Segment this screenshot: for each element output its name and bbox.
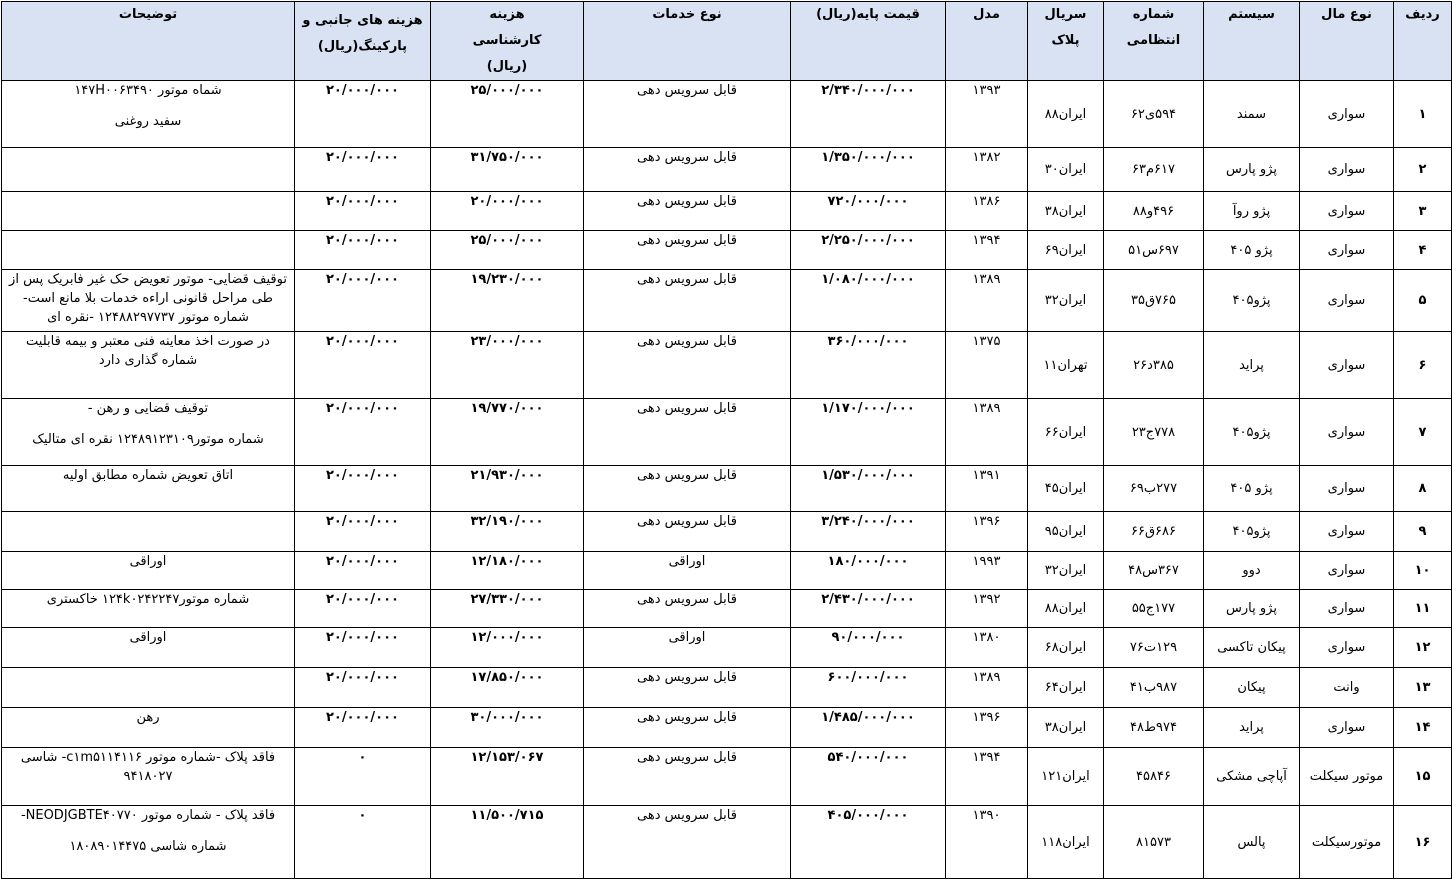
base-price-cell: ۴۰۵/۰۰۰/۰۰۰ (791, 806, 946, 879)
type-cell: سواری (1300, 270, 1394, 332)
table-row (2, 148, 1452, 192)
serial-number-cell: ۶۸۶ق۶۶ (1104, 512, 1204, 552)
serial-number-cell: ۸۱۵۷۳ (1104, 806, 1204, 879)
header-type: نوع مال (1300, 2, 1394, 81)
parking-fee-cell: ۲۰/۰۰۰/۰۰۰ (295, 192, 431, 231)
notes-line-2: شماره موتور۱۲۴۸۹۱۲۳۱۰۹ نقره ای متالیک (32, 432, 264, 447)
system-cell: پیکان (1204, 668, 1300, 708)
notes-line-2: سفید روغنی (114, 114, 182, 129)
plate-serial-cell: ایران۶۹ (1028, 231, 1104, 270)
notes-line: در صورت اخذ معاینه فنی معتبر و بیمه قابلیت شماره گذاری دارد (26, 334, 270, 368)
row-number: ۸ (1394, 466, 1452, 512)
notes-cell (2, 148, 295, 192)
model-cell: ۱۳۸۶ (946, 192, 1028, 231)
row-number: ۵ (1394, 270, 1452, 332)
table-row (2, 668, 1452, 708)
table-row (2, 748, 1452, 806)
model-cell: ۱۳۸۹ (946, 270, 1028, 332)
plate-serial-cell: ایران۶۸ (1028, 628, 1104, 668)
system-cell: پژو پارس (1204, 590, 1300, 628)
notes-cell (2, 512, 295, 552)
serial-number-cell: ۹۸۷ب۴۱ (1104, 668, 1204, 708)
service-cell: قابل سرویس دهی (584, 399, 791, 466)
table-row (2, 590, 1452, 628)
base-price-cell: ۲/۲۵۰/۰۰۰/۰۰۰ (791, 231, 946, 270)
service-cell: اوراقی (584, 628, 791, 668)
model-cell: ۱۳۹۳ (946, 81, 1028, 148)
model-cell: ۱۳۹۴ (946, 231, 1028, 270)
notes-cell (2, 708, 295, 748)
service-cell: قابل سرویس دهی (584, 148, 791, 192)
table-row (2, 806, 1452, 879)
expert-fee-cell: ۱۹/۲۳۰/۰۰۰ (431, 270, 584, 332)
parking-fee-cell: ۰ (295, 748, 431, 806)
model-cell: ۱۳۹۶ (946, 512, 1028, 552)
service-cell: قابل سرویس دهی (584, 81, 791, 148)
type-cell: سواری (1300, 590, 1394, 628)
system-cell: پژو روآ (1204, 192, 1300, 231)
notes-cell (2, 270, 295, 332)
parking-fee-cell: ۲۰/۰۰۰/۰۰۰ (295, 466, 431, 512)
parking-fee-cell: ۲۰/۰۰۰/۰۰۰ (295, 668, 431, 708)
plate-serial-cell: ایران۱۱۸ (1028, 806, 1104, 879)
type-cell: سواری (1300, 231, 1394, 270)
notes-line: توقیف قضایی- موتور تعویض حک غیر فابریک پس از طی مراحل قانونی اراءه خدمات بلا مانع است-شماره موتور ۱۲۴۸۸۲۹۷۷۳۷ -نقره ای (9, 272, 287, 325)
service-cell: اوراقی (584, 552, 791, 590)
service-cell: قابل سرویس دهی (584, 231, 791, 270)
type-cell: سواری (1300, 628, 1394, 668)
type-cell: سواری (1300, 148, 1394, 192)
system-cell: پژو پارس (1204, 148, 1300, 192)
row-number: ۱۲ (1394, 628, 1452, 668)
parking-fee-cell: ۲۰/۰۰۰/۰۰۰ (295, 81, 431, 148)
table-row (2, 332, 1452, 399)
notes-cell (2, 231, 295, 270)
serial-number-cell: ۳۶۷س۴۸ (1104, 552, 1204, 590)
header-row-number: ردیف (1394, 2, 1452, 81)
expert-fee-cell: ۱۱/۵۰۰/۷۱۵ (431, 806, 584, 879)
service-cell: قابل سرویس دهی (584, 668, 791, 708)
model-cell: ۱۳۸۹ (946, 668, 1028, 708)
notes-line: اتاق تعویض شماره مطابق اولیه (62, 468, 234, 483)
type-cell: سواری (1300, 466, 1394, 512)
system-cell: پراید (1204, 708, 1300, 748)
system-cell: سمند (1204, 81, 1300, 148)
row-number: ۶ (1394, 332, 1452, 399)
serial-number-cell: ۳۸۵د۲۶ (1104, 332, 1204, 399)
expert-fee-cell: ۱۲/۱۵۳/۰۶۷ (431, 748, 584, 806)
model-cell: ۱۳۹۲ (946, 590, 1028, 628)
notes-cell (2, 81, 295, 148)
header-system: سیستم (1204, 2, 1300, 81)
notes-line: رهن (136, 710, 160, 725)
expert-fee-cell: ۲۱/۹۳۰/۰۰۰ (431, 466, 584, 512)
system-cell: آپاچی مشکی (1204, 748, 1300, 806)
row-number: ۱ (1394, 81, 1452, 148)
serial-number-cell: ۲۷۷ب۶۹ (1104, 466, 1204, 512)
system-cell: پژو۴۰۵ (1204, 270, 1300, 332)
base-price-cell: ۱/۴۸۵/۰۰۰/۰۰۰ (791, 708, 946, 748)
service-cell: قابل سرویس دهی (584, 332, 791, 399)
service-cell: قابل سرویس دهی (584, 590, 791, 628)
notes-cell (2, 332, 295, 399)
parking-fee-cell: ۲۰/۰۰۰/۰۰۰ (295, 332, 431, 399)
header-plate-serial: سریال پلاک (1028, 2, 1104, 81)
parking-fee-cell: ۲۰/۰۰۰/۰۰۰ (295, 231, 431, 270)
type-cell: سواری (1300, 708, 1394, 748)
model-cell: ۱۳۹۶ (946, 708, 1028, 748)
table-row (2, 466, 1452, 512)
service-cell: قابل سرویس دهی (584, 708, 791, 748)
system-cell: پیکان تاکسی (1204, 628, 1300, 668)
model-cell: ۱۳۹۱ (946, 466, 1028, 512)
system-cell: دوو (1204, 552, 1300, 590)
model-cell: ۱۳۸۹ (946, 399, 1028, 466)
plate-serial-cell: ایران۹۵ (1028, 512, 1104, 552)
base-price-cell: ۳۶۰/۰۰۰/۰۰۰ (791, 332, 946, 399)
expert-fee-cell: ۳۰/۰۰۰/۰۰۰ (431, 708, 584, 748)
type-cell: سواری (1300, 332, 1394, 399)
system-cell: پژو۴۰۵ (1204, 512, 1300, 552)
header-expert-fee: هزینه کارشناسی (ریال) (431, 2, 584, 81)
notes-cell (2, 192, 295, 231)
row-number: ۱۰ (1394, 552, 1452, 590)
system-cell: پژو ۴۰۵ (1204, 231, 1300, 270)
expert-fee-cell: ۲۷/۳۳۰/۰۰۰ (431, 590, 584, 628)
plate-serial-cell: ایران۳۲ (1028, 552, 1104, 590)
model-cell: ۱۳۸۰ (946, 628, 1028, 668)
model-cell: ۱۳۹۰ (946, 806, 1028, 879)
expert-fee-cell: ۲۵/۰۰۰/۰۰۰ (431, 81, 584, 148)
service-cell: قابل سرویس دهی (584, 512, 791, 552)
table-row (2, 81, 1452, 148)
notes-line: شماه موتور ۱۴۷H۰۰۶۳۴۹۰ (74, 83, 222, 98)
header-model: مدل (946, 2, 1028, 81)
serial-number-cell: ۷۶۵ق۳۵ (1104, 270, 1204, 332)
notes-cell (2, 748, 295, 806)
type-cell: موتور سیکلت (1300, 748, 1394, 806)
base-price-cell: ۵۴۰/۰۰۰/۰۰۰ (791, 748, 946, 806)
parking-fee-cell: ۲۰/۰۰۰/۰۰۰ (295, 148, 431, 192)
parking-fee-cell: ۲۰/۰۰۰/۰۰۰ (295, 708, 431, 748)
service-cell: قابل سرویس دهی (584, 748, 791, 806)
expert-fee-cell: ۳۲/۱۹۰/۰۰۰ (431, 512, 584, 552)
plate-serial-cell: ایران۳۸ (1028, 192, 1104, 231)
base-price-cell: ۱/۵۳۰/۰۰۰/۰۰۰ (791, 466, 946, 512)
plate-serial-cell: ایران۸۸ (1028, 81, 1104, 148)
plate-serial-cell: ایران۱۲۱ (1028, 748, 1104, 806)
header-parking-fee: هزینه های جانبی و پارکینگ(ریال) (295, 2, 431, 81)
serial-number-cell: ۶۱۷م۶۳ (1104, 148, 1204, 192)
row-number: ۱۴ (1394, 708, 1452, 748)
base-price-cell: ۹۰/۰۰۰/۰۰۰ (791, 628, 946, 668)
base-price-cell: ۷۲۰/۰۰۰/۰۰۰ (791, 192, 946, 231)
model-cell: ۱۳۷۵ (946, 332, 1028, 399)
notes-line: اوراقی (129, 554, 167, 569)
row-number: ۹ (1394, 512, 1452, 552)
table-row (2, 231, 1452, 270)
expert-fee-cell: ۱۹/۷۷۰/۰۰۰ (431, 399, 584, 466)
row-number: ۱۶ (1394, 806, 1452, 879)
expert-fee-cell: ۲۳/۰۰۰/۰۰۰ (431, 332, 584, 399)
row-number: ۳ (1394, 192, 1452, 231)
notes-cell (2, 466, 295, 512)
service-cell: قابل سرویس دهی (584, 466, 791, 512)
row-number: ۲ (1394, 148, 1452, 192)
base-price-cell: ۶۰۰/۰۰۰/۰۰۰ (791, 668, 946, 708)
parking-fee-cell: ۲۰/۰۰۰/۰۰۰ (295, 628, 431, 668)
parking-fee-cell: ۰ (295, 806, 431, 879)
table-row (2, 512, 1452, 552)
base-price-cell: ۱/۰۸۰/۰۰۰/۰۰۰ (791, 270, 946, 332)
header-notes: توضیحات (2, 2, 295, 81)
system-cell: پراید (1204, 332, 1300, 399)
notes-line: فاقد پلاک -شماره موتور c۱m۵۱۱۴۱۱۶- شاسی ۹۴۱۸۰۲۷ (20, 750, 276, 784)
type-cell: سواری (1300, 81, 1394, 148)
table-row (2, 708, 1452, 748)
expert-fee-cell: ۱۲/۰۰۰/۰۰۰ (431, 628, 584, 668)
type-cell: سواری (1300, 192, 1394, 231)
plate-serial-cell: ایران۶۴ (1028, 668, 1104, 708)
parking-fee-cell: ۲۰/۰۰۰/۰۰۰ (295, 270, 431, 332)
row-number: ۴ (1394, 231, 1452, 270)
system-cell: پژو ۴۰۵ (1204, 466, 1300, 512)
base-price-cell: ۱/۳۵۰/۰۰۰/۰۰۰ (791, 148, 946, 192)
base-price-cell: ۲/۴۳۰/۰۰۰/۰۰۰ (791, 590, 946, 628)
row-number: ۱۳ (1394, 668, 1452, 708)
base-price-cell: ۲/۳۴۰/۰۰۰/۰۰۰ (791, 81, 946, 148)
plate-serial-cell: ایران۴۵ (1028, 466, 1104, 512)
model-cell: ۱۳۹۴ (946, 748, 1028, 806)
service-cell: قابل سرویس دهی (584, 806, 791, 879)
expert-fee-cell: ۱۲/۱۸۰/۰۰۰ (431, 552, 584, 590)
notes-cell (2, 628, 295, 668)
base-price-cell: ۱۸۰/۰۰۰/۰۰۰ (791, 552, 946, 590)
header-service: نوع خدمات (584, 2, 791, 81)
header-serial-number: شماره انتظامی (1104, 2, 1204, 81)
table-row (2, 270, 1452, 332)
header-base-price: قیمت پایه(ریال) (791, 2, 946, 81)
serial-number-cell: ۹۷۴ط۴۸ (1104, 708, 1204, 748)
notes-line: فاقد پلاک - شماره موتور NEODJGBTE۴۰۷۷۰- (20, 808, 276, 823)
type-cell: سواری (1300, 512, 1394, 552)
expert-fee-cell: ۱۷/۸۵۰/۰۰۰ (431, 668, 584, 708)
notes-cell (2, 668, 295, 708)
header-row (2, 2, 1452, 81)
plate-serial-cell: ایران۸۸ (1028, 590, 1104, 628)
model-cell: ۱۹۹۳ (946, 552, 1028, 590)
type-cell: سواری (1300, 552, 1394, 590)
notes-cell (2, 806, 295, 879)
expert-fee-cell: ۳۱/۷۵۰/۰۰۰ (431, 148, 584, 192)
system-cell: پالس (1204, 806, 1300, 879)
service-cell: قابل سرویس دهی (584, 192, 791, 231)
type-cell: موتورسیکلت (1300, 806, 1394, 879)
serial-number-cell: ۷۷۸ج۲۳ (1104, 399, 1204, 466)
serial-number-cell: ۱۷۷ج۵۵ (1104, 590, 1204, 628)
type-cell: وانت (1300, 668, 1394, 708)
notes-cell (2, 552, 295, 590)
model-cell: ۱۳۸۲ (946, 148, 1028, 192)
row-number: ۱۵ (1394, 748, 1452, 806)
vehicle-table (1, 1, 1452, 879)
notes-cell (2, 590, 295, 628)
plate-serial-cell: ایران۶۶ (1028, 399, 1104, 466)
table-row (2, 552, 1452, 590)
base-price-cell: ۱/۱۷۰/۰۰۰/۰۰۰ (791, 399, 946, 466)
parking-fee-cell: ۲۰/۰۰۰/۰۰۰ (295, 512, 431, 552)
serial-number-cell: ۶۹۷س۵۱ (1104, 231, 1204, 270)
parking-fee-cell: ۲۰/۰۰۰/۰۰۰ (295, 399, 431, 466)
plate-serial-cell: ایران۳۸ (1028, 708, 1104, 748)
plate-serial-cell: تهران۱۱ (1028, 332, 1104, 399)
table-row (2, 192, 1452, 231)
plate-serial-cell: ایران۳۰ (1028, 148, 1104, 192)
row-number: ۱۱ (1394, 590, 1452, 628)
expert-fee-cell: ۲۵/۰۰۰/۰۰۰ (431, 231, 584, 270)
notes-line: توقیف قضایی و رهن - (87, 401, 209, 416)
notes-line-2: شماره شاسی ۱۸۰۸۹۰۱۴۴۷۵ (69, 839, 227, 854)
serial-number-cell: ۵۹۴ی۶۲ (1104, 81, 1204, 148)
service-cell: قابل سرویس دهی (584, 270, 791, 332)
system-cell: پژو۴۰۵ (1204, 399, 1300, 466)
plate-serial-cell: ایران۳۲ (1028, 270, 1104, 332)
expert-fee-cell: ۲۰/۰۰۰/۰۰۰ (431, 192, 584, 231)
notes-line: شماره موتور۱۲۴k۰۲۴۲۲۴۷ خاکستری (46, 592, 250, 607)
table-row (2, 399, 1452, 466)
serial-number-cell: ۴۹۶و۸۸ (1104, 192, 1204, 231)
parking-fee-cell: ۲۰/۰۰۰/۰۰۰ (295, 590, 431, 628)
table-row (2, 628, 1452, 668)
row-number: ۷ (1394, 399, 1452, 466)
parking-fee-cell: ۲۰/۰۰۰/۰۰۰ (295, 552, 431, 590)
notes-cell (2, 399, 295, 466)
serial-number-cell: ۱۲۹ت۷۶ (1104, 628, 1204, 668)
serial-number-cell: ۴۵۸۴۶ (1104, 748, 1204, 806)
notes-line: اوراقی (129, 630, 167, 645)
base-price-cell: ۳/۲۴۰/۰۰۰/۰۰۰ (791, 512, 946, 552)
type-cell: سواری (1300, 399, 1394, 466)
